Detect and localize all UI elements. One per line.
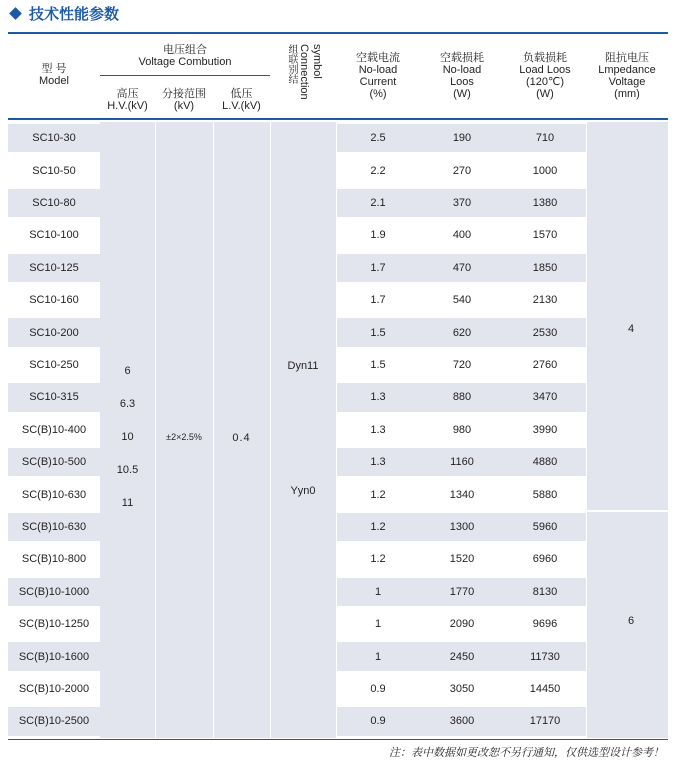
cell-load: 710 [535, 132, 555, 145]
cell-current: 1.9 [370, 229, 386, 242]
cell-current: 1.2 [370, 520, 386, 533]
cell-current: 1.3 [370, 423, 386, 436]
header-noload-current-en1: No-load [358, 64, 398, 76]
header-voltage-group [100, 42, 270, 70]
cell-current: 2.2 [370, 164, 386, 177]
cell-noload: 370 [452, 196, 472, 209]
cell-model: SC10-200 [29, 326, 79, 339]
header-impedance-cn: 阻抗电压 [605, 52, 649, 64]
header-hv-cn: 高压 [116, 88, 139, 100]
cell-noload: 720 [452, 358, 472, 371]
cell-current: 1.2 [370, 488, 386, 501]
cell-noload: 400 [452, 229, 472, 242]
cell-noload: 3600 [449, 715, 475, 728]
cell-model: SC10-125 [29, 261, 79, 274]
cell-load: 1380 [532, 196, 558, 209]
connection-value-2: Yyn0 [290, 485, 316, 497]
header-load-loss-en1: Load Loos [519, 64, 571, 76]
cell-noload: 1300 [449, 520, 475, 533]
cell-noload: 980 [452, 423, 472, 436]
header-impedance-en1: Lmpedance [598, 64, 656, 76]
cell-noload: 3050 [449, 682, 475, 695]
header-model [8, 58, 100, 92]
table-bottom-rule [8, 739, 668, 740]
header-noload-loss [420, 50, 504, 102]
cell-noload: 1770 [449, 585, 475, 598]
header-noload-current-en2: Current [359, 76, 397, 88]
cell-load: 6960 [532, 553, 558, 566]
cell-load: 11730 [530, 650, 560, 663]
column-separator [270, 122, 271, 738]
cell-noload: 190 [452, 132, 472, 145]
cell-load: 2760 [532, 358, 558, 371]
header-tap [155, 86, 213, 114]
cell-load: 3990 [532, 423, 558, 436]
header-noload-loss-en1: No-load [442, 64, 482, 76]
cell-noload: 2090 [449, 618, 475, 631]
cell-current: 1.5 [370, 358, 386, 371]
section-title-text: 技术性能参数 [29, 5, 120, 23]
tap-value: ±2×2.5% [166, 432, 202, 442]
cell-model: SC(B)10-500 [21, 456, 87, 469]
cell-load: 2130 [532, 294, 558, 307]
cell-model: SC(B)10-1600 [18, 650, 90, 663]
hv-values [100, 365, 155, 530]
cell-noload: 1340 [449, 488, 475, 501]
cell-model: SC10-315 [29, 391, 79, 404]
impedance-group-separator [586, 510, 668, 512]
section-title [8, 2, 119, 24]
cell-current: 1 [374, 618, 382, 631]
column-separator [586, 122, 587, 738]
cell-model: SC(B)10-630 [21, 488, 87, 501]
cell-noload: 270 [452, 164, 472, 177]
cell-current: 1.2 [370, 553, 386, 566]
cell-load: 17170 [529, 715, 561, 728]
cell-load: 5880 [532, 488, 558, 501]
cell-current: 1 [374, 650, 382, 663]
cell-noload: 470 [452, 261, 472, 274]
cell-load: 14450 [529, 682, 561, 695]
cell-model: SC10-50 [32, 164, 76, 177]
cell-model: SC10-80 [32, 196, 76, 209]
hv-value-2: 6.3 [119, 398, 136, 410]
impedance-column-shade [586, 122, 668, 738]
cell-current: 2.5 [370, 132, 386, 145]
cell-load: 1000 [532, 164, 558, 177]
header-load-loss-cn: 负载损耗 [523, 52, 567, 64]
cell-model: SC10-100 [29, 229, 79, 242]
cell-current: 2.1 [370, 196, 386, 209]
cell-model: SC(B)10-1250 [18, 618, 90, 631]
connection-column-shade [270, 122, 336, 738]
header-conn-en1: Connection [298, 44, 310, 100]
cell-noload: 540 [452, 294, 472, 307]
header-voltage-group-cn: 电压组合 [163, 44, 207, 56]
voltage-group-rule [100, 75, 270, 76]
cell-model: SC(B)10-400 [21, 423, 87, 436]
header-lv-en: L.V.(kV) [222, 100, 261, 112]
header-conn-en2: symbol [311, 44, 323, 79]
header-load-loss [504, 50, 586, 102]
header-impedance [586, 50, 668, 102]
header-noload-loss-en2: Loos [450, 76, 474, 88]
hv-value-5: 11 [121, 497, 134, 509]
cell-model: SC10-250 [29, 358, 79, 371]
cell-current: 1.3 [370, 456, 386, 469]
cell-model: SC(B)10-2500 [18, 715, 90, 728]
column-separator [213, 122, 214, 738]
cell-current: 1.7 [370, 261, 386, 274]
cell-load: 3470 [532, 391, 558, 404]
cell-current: 1.7 [370, 294, 386, 307]
lv-value: 0.4 [232, 432, 251, 444]
cell-current: 1.3 [370, 391, 386, 404]
header-hv-en: H.V.(kV) [107, 100, 148, 112]
impedance-value-1: 4 [627, 323, 635, 335]
cell-model: SC10-160 [29, 294, 79, 307]
cell-current: 1.5 [370, 326, 386, 339]
header-conn-cn: 组联别结 [286, 44, 297, 84]
cell-load: 8130 [532, 585, 558, 598]
cell-load: 1570 [532, 229, 558, 242]
header-impedance-en3: (mm) [614, 88, 640, 100]
table-header-rule [8, 118, 668, 120]
hv-value-4: 10.5 [116, 464, 139, 476]
cell-model: SC(B)10-1000 [18, 585, 90, 598]
impedance-value-2: 6 [627, 615, 635, 627]
cell-noload: 2450 [449, 650, 475, 663]
header-load-loss-en3: (W) [536, 88, 554, 100]
cell-load: 1850 [532, 261, 558, 274]
cell-load: 4880 [532, 456, 558, 469]
cell-noload: 620 [452, 326, 472, 339]
hv-value-3: 10 [121, 431, 134, 443]
cell-load: 9696 [532, 618, 558, 631]
header-tap-cn: 分接范围 [162, 88, 206, 100]
header-voltage-group-en: Voltage Combution [138, 56, 232, 68]
hv-value-1: 6 [124, 365, 131, 377]
header-model-en: Model [39, 75, 69, 87]
cell-noload: 1520 [449, 553, 475, 566]
cell-current: 0.9 [370, 715, 386, 728]
table-top-rule [8, 32, 668, 34]
column-separator [155, 122, 156, 738]
diamond-icon [9, 7, 22, 20]
header-noload-current [336, 50, 420, 102]
header-connection [280, 44, 328, 110]
header-lv [213, 86, 270, 114]
header-hv [100, 86, 155, 114]
cell-model: SC(B)10-630 [21, 520, 87, 533]
header-model-cn: 型 号 [41, 63, 67, 75]
cell-noload: 880 [452, 391, 472, 404]
header-noload-loss-cn: 空载损耗 [440, 52, 484, 64]
cell-load: 2530 [532, 326, 558, 339]
header-load-loss-en2: (120℃) [525, 76, 565, 88]
header-noload-current-en3: (%) [369, 88, 387, 100]
header-impedance-en2: Voltage [608, 76, 646, 88]
header-lv-cn: 低压 [230, 88, 253, 100]
cell-model: SC(B)10-800 [21, 553, 87, 566]
header-tap-en: (kV) [173, 100, 195, 112]
footnote: 注：表中数据如更改恕不另行通知，仅供选型设计参考！ [389, 746, 664, 759]
cell-noload: 1160 [450, 456, 474, 469]
cell-load: 5960 [532, 520, 558, 533]
connection-value-1: Dyn11 [287, 360, 319, 372]
header-noload-loss-en3: (W) [453, 88, 471, 100]
cell-current: 0.9 [370, 682, 386, 695]
cell-model: SC10-30 [32, 132, 76, 145]
cell-current: 1 [374, 585, 382, 598]
header-noload-current-cn: 空载电流 [356, 52, 400, 64]
cell-model: SC(B)10-2000 [18, 682, 90, 695]
